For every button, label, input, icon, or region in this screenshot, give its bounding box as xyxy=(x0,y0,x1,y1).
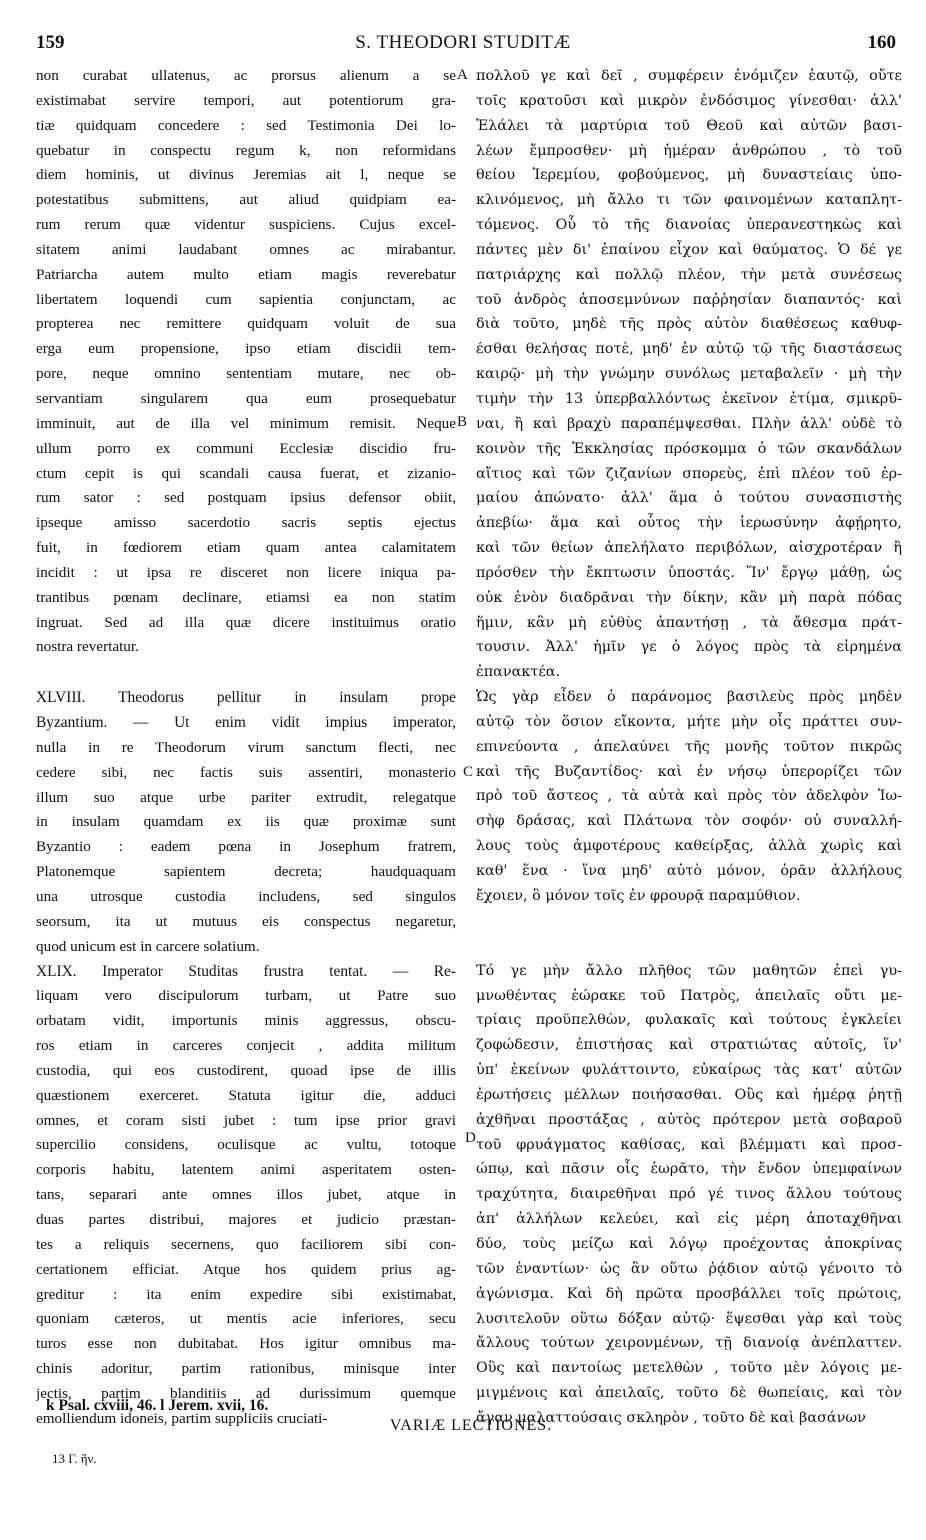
paragraph-gap xyxy=(476,909,902,959)
greek-text-line: ἄλλους τούτων χειρονμένων, τῇ διανοίᾳ ἀνέπλαττεν. xyxy=(476,1335,902,1352)
latin-text-line: fuit, in fœdiorem etiam quam antea calamitatem xyxy=(36,539,456,557)
latin-text-line: nulla in re Theodorum virum sanctum flecti, nec xyxy=(36,738,456,756)
greek-text-line: ζοφώδεσιν, ἐπιστήσας καὶ στρατιώτας αὐτοῖς, ἵν' xyxy=(476,1037,902,1054)
greek-text-line: καιρῷ· μὴ τὴν γνώμην συνόλως μεταβαλεῖν · μὴ τὴν xyxy=(476,366,902,383)
latin-text-line: tes a reliquis secernens, quo faciliorem sibi con- xyxy=(36,1235,456,1253)
latin-text-line: nostra revertatur. xyxy=(36,638,139,656)
latin-text-line: incidit : ut ipsa re disceret non licere iniqua pa- xyxy=(36,563,456,581)
latin-text-line: potestatibus submittens, aut aliud quidpiam ea- xyxy=(36,191,456,209)
latin-text-line: Platonemque sapientem decreta; haudquaquam xyxy=(36,863,456,881)
greek-text-line: ὑπ' ἐκείνων φυλάττοιντο, εὐκαίρως τὰς κατ' αὐτῶν xyxy=(476,1062,902,1079)
latin-text-line: Patriarcha autem multo etiam magis reverebatur xyxy=(36,265,456,283)
latin-text-line: duas partes distribui, majores et judicio præstan- xyxy=(36,1210,456,1228)
latin-text-line: erga eum propensione, ipso etiam discidii tem- xyxy=(36,340,456,358)
latin-text-line: corporis habitu, latentem animi asperitatem osten- xyxy=(36,1161,456,1179)
greek-text-line: ἀπεβίω· ἅμα καὶ οὗτος τὴν ἱερωσύνην ἀφῄρητο, xyxy=(476,515,902,532)
running-title: S. THEODORI STUDITÆ xyxy=(355,32,571,53)
latin-text-line: quod unicum est in carcere solatium. xyxy=(36,937,260,955)
latin-text-line: una utrosque custodia includens, sed singulos xyxy=(36,888,456,905)
greek-text-line: ἀγώνισμα. Καὶ δὴ πρῶτα προσβάλλει τοῖς πρώτοις, xyxy=(476,1285,902,1302)
greek-text-line: ναι, ἢ καὶ βραχὺ παραπέμψεσθαι. Πλὴν ἀλλ' οὐδὲ τὸ xyxy=(476,415,902,432)
latin-text-line: supercilio considens, oculisque ac vultu, totoque xyxy=(36,1136,456,1154)
latin-text-line: custodia, qui eos custodirent, quoad ipse de illis xyxy=(36,1061,456,1079)
greek-text-line: δύο, τοὺς μείζω καὶ λόγῳ προέχοντας ἀποκρίνας xyxy=(476,1235,902,1252)
page-number-right: 160 xyxy=(867,32,896,53)
latin-text-line: seorsum, ita ut mutuus eis conspectus negaretur, xyxy=(36,912,456,930)
greek-text-line: πρόσθεν τὴν ἔκπτωσιν ὑποστάς. Ἵν' ἔργῳ μάθῃ, ὡς xyxy=(476,564,902,581)
latin-text-line: certationem efficiat. Atque hos quidem prius ag- xyxy=(36,1260,456,1278)
greek-text-line: ἥμιν, κἂν μὴ εὐθὺς ἀπαντήσῃ , τὰ ἄθεσμα πράτ- xyxy=(476,614,902,631)
latin-text-line: Byzantium. — Ut enim vidit impius imperator, xyxy=(36,714,456,732)
latin-text-line: rum rerum quæ videntur suspiciens. Cujus excel- xyxy=(36,216,456,234)
greek-text-line: καθ' ἕνα · ἵνα μηδ' αὐτὸ μόνον, ὁρᾶν ἀλλήλους xyxy=(476,863,902,879)
greek-text-line: μνωθέντας ἑώρακε τοῦ Πατρὸς, ἀπειλαῖς οὔτι με- xyxy=(476,987,902,1004)
latin-text-line: tans, separari ante omnes illos jubet, atque in xyxy=(36,1186,456,1204)
greek-text-line: τρίαις προϋπελθὼν, φυλακαῖς καὶ τούτους ἐγκλείει xyxy=(476,1012,902,1029)
margin-marker-d: D xyxy=(465,1130,476,1146)
latin-text-line: orbatam vidit, importunis minis aggressus, obscu- xyxy=(36,1012,456,1030)
margin-marker-a: A xyxy=(457,67,468,83)
latin-column xyxy=(36,64,456,1432)
greek-text-line: πατριάρχης καὶ πολλῷ πλέον, τὴν μετὰ συνέσεως xyxy=(476,266,902,283)
greek-text-line: λους τοὺς ἀμφοτέρους καθείρξας, ἀλλὰ χωρὶς καὶ xyxy=(476,838,902,855)
greek-text-line: κοινὸν τῆς Ἐκκλησίας πρόσκομμα ὁ τῶν σκανδάλων xyxy=(476,440,902,457)
greek-text-line: καὶ τῶν θείων ἀπελήλατο περιβόλων, αἰσχροτέραν ἢ xyxy=(476,540,902,557)
latin-text-line: XLVIII. Theodorus pellitur in insulam prope xyxy=(36,689,456,707)
greek-text-line: ἀχθῆναι προστάξας , αὐτὸς πρότερον μετὰ σοβαροῦ xyxy=(476,1111,902,1128)
latin-text-line: trantibus pœnam declinare, etiamsi ea non statim xyxy=(36,588,456,606)
latin-text-line: ipseque amisso sacerdotio sacris septis ejectus xyxy=(36,514,456,532)
greek-text-line: αἴτιος καὶ τῶν ζιζανίων σπορεὺς, ἐπὶ πλέον τοῦ ἐρ- xyxy=(476,465,902,482)
greek-text-line: πρὸ τοῦ ἄστεος , τὰ αὐτὰ καὶ πρὸς τὸν ἀδελφὸν Ἰω- xyxy=(476,788,902,805)
greek-text-line: τῶν ἐναντίων· ὡς ἂν οὕτω ῥᾴδιον αὐτῷ γένοιτο τὸ xyxy=(476,1260,902,1277)
latin-text-line: ctum cepit is qui scandali causa fuerat, et zizanio- xyxy=(36,464,456,482)
latin-text-line: chinis adoritur, partim rationibus, minisque inter xyxy=(36,1360,456,1378)
greek-text-line: ἔχοιεν, ὃ μόνον τοῖς ἐν φρουρᾷ παραμύθιον. xyxy=(476,887,801,904)
greek-text-line: πολλοῦ γε καὶ δεῖ , συμφέρειν ἐνόμιζεν ἑαυτῷ, οὔτε xyxy=(476,68,902,84)
latin-text-line: illum suo atque urbe pariter extrudit, relegatque xyxy=(36,788,456,806)
greek-text-line: τραχύτητα, διαιρεθῆναι πρό γέ τινος ἄλλου τούτους xyxy=(476,1186,902,1203)
greek-text-line: επινεύοντα , ἀπελαύνει τῆς μονῆς τοῦτον πικρῶς xyxy=(476,738,902,755)
latin-text-line: XLIX. Imperator Studitas frustra tentat. — Re- xyxy=(36,962,456,980)
greek-text-line: οὐκ ἐνὸν διαδρᾶναι τὴν δίκην, κἂν μὴ παρὰ πόδας xyxy=(476,589,902,606)
greek-text-line: μαίου ἀπώνατο· ἀλλ' ἅμα ὁ τούτου συνασπιστὴς xyxy=(476,490,902,507)
greek-text-line: τουσιν. Ἀλλ' ἡμῖν γε ὁ λόγος πρὸς τὰ εἰρημένα xyxy=(476,639,902,656)
greek-text-line: τοῖς κρατοῦσι καὶ μικρὸν ἐνδόσιμος γίνεσθαι· ἀλλ' xyxy=(476,92,902,109)
latin-text-line: Byzantio : eadem pœna in Josephum fratrem, xyxy=(36,838,456,856)
greek-text-line: τοῦ φρυάγματος καθίσας, καὶ βλέμματι καὶ προσ- xyxy=(476,1136,902,1153)
greek-text-line: καὶ τῆς Βυζαντίδος· καὶ ἐν νήσῳ ὑπερορίζει τῶν xyxy=(476,763,902,780)
paragraph-gap xyxy=(36,660,456,686)
margin-marker-c: C xyxy=(463,764,474,780)
latin-text-line: cedere sibi, nec factis suis assentiri, monasterio xyxy=(36,763,456,781)
latin-text-line: ros etiam in carceres conjecit , addita militum xyxy=(36,1037,456,1055)
footnote-references: k Psal. cxviii, 46. l Jerem. xvii, 16. xyxy=(46,1397,269,1414)
latin-text-line: propterea nec remittere quidquam voluit de sua xyxy=(36,315,456,333)
greek-text-line: πάντες μὲν δι' ἐπαίνου εἶχον καὶ θαύματος. Ὁ δέ γε xyxy=(476,241,902,258)
greek-text-line: Ὡς γὰρ εἶδεν ὁ παράνομος βασιλεὺς πρὸς μηδὲν xyxy=(476,689,902,706)
latin-text-line: pore, neque omnino sententiam mutare, nec ob- xyxy=(36,365,456,383)
greek-text-line: κλινόμενος, μὴ ἄλλο τι τῶν φαινομένων καταπλητ- xyxy=(476,192,902,209)
latin-text-line: quoniam cæteros, ut mentis acie inferiores, secu xyxy=(36,1310,456,1328)
greek-text-line: σὴφ δράσας, καὶ Πλάτωνα τὸν σοφόν· οὐ συναλλή- xyxy=(476,813,902,830)
latin-text-line: ingruat. Sed ad illa quæ dicere instituimus oratio xyxy=(36,613,456,631)
greek-text-line: διὰ τοῦτο, μηδὲ τῆς πρὸς αὐτὸν διαθέσεως καθυφ- xyxy=(476,316,902,333)
latin-text-line: sitatem animi laudabant omnes ac mirabantur. xyxy=(36,240,456,258)
greek-text-line: Οὓς καὶ παντοίως μετελθὼν , τοῦτο μὲν λόγοις με- xyxy=(476,1360,902,1377)
latin-text-line: quæstionem exerceret. Statuta igitur die, adduci xyxy=(36,1086,456,1104)
latin-text-line: omnes, et coram sisti jubet : tum ipse prior gravi xyxy=(36,1111,456,1129)
greek-text-line: τόμενος. Οὗ τὸ τῆς διανοίας ὑπερανεστηκὼς καὶ xyxy=(476,217,902,234)
greek-text-line: αὐτῷ τὸν ὅσιον εἴκοντα, μήτε μὴν οἷς πράττει συν- xyxy=(476,713,902,730)
greek-text-line: θείου Ἱερεμίου, φοβούμενος, μὴ δυναστείαις ὑπο- xyxy=(476,167,902,184)
latin-text-line: diem hominis, ut divinus Jeremias ait l, neque se xyxy=(36,166,456,184)
variant-reading: 13 Γ. ἣν. xyxy=(52,1451,97,1466)
latin-text-line: emolliendum idoneis, partim suppliciis cruciati- xyxy=(36,1409,328,1427)
latin-text-line: non curabat ullatenus, ac prorsus alienum a se xyxy=(36,67,456,84)
greek-text-line: λυσιτελοῦν οὕτω δόξαν αὐτῷ· ἕψεσθαι γὰρ καὶ τοὺς xyxy=(476,1310,902,1327)
latin-text-line: turos esse non dubitabat. Hos igitur omnibus ma- xyxy=(36,1335,456,1353)
greek-text-line: τιμὴν τὴν 13 ὑπερβαλλόντως ἐκεῖνον ἐτίμα, σμικρῦ- xyxy=(476,390,902,407)
greek-text-line: ἐπανακτέα. xyxy=(476,664,561,681)
latin-text-line: libertatem loquendi cum sapientia conjunctam, ac xyxy=(36,290,456,308)
greek-text-line: ἀπ' ἀλλήλων κελεύει, καὶ εἰς μέρη ἀποταχθῆναι xyxy=(476,1211,902,1228)
latin-text-line: servantiam singularem qua eum prosequebatur xyxy=(36,389,456,407)
greek-text-line: ἄγαν μαλαττούσαις σκληρὸν , τοῦτο δὲ καὶ βασάνων xyxy=(476,1409,866,1426)
latin-text-line: greditur : ita enim expedire sibi existimabat, xyxy=(36,1285,456,1303)
greek-column xyxy=(476,64,902,1431)
greek-text-line: λέων ἔμπροσθεν· μὴ ἡμέραν ἀνθρώπου , τὸ τοῦ xyxy=(476,142,902,159)
greek-text-line: Ἐλάλει τὰ μαρτύρια τοῦ Θεοῦ καὶ αὐτῶν βασι- xyxy=(476,117,902,134)
latin-text-line: quebatur in conspectu regum k, non reformidans xyxy=(36,141,456,159)
greek-text-line: ώπῳ, καὶ πᾶσιν οἷς ἑωρᾶτο, τὴν ἔνδον ὑπεμφαίνων xyxy=(476,1161,902,1178)
greek-text-line: τοῦ ἀνδρὸς ἀποσεμνύνων παῤῥησίαν διαπαντός· καὶ xyxy=(476,291,902,308)
variae-lectiones-heading: VARIÆ LECTIONES. xyxy=(389,1417,553,1434)
greek-text-line: έσθαι θελήσας ποτὲ, μηδ' ἐν αὐτῷ τῷ τῆς διαστάσεως xyxy=(476,341,902,358)
margin-marker-b: B xyxy=(457,414,468,430)
greek-text-line: Τό γε μὴν ἄλλο πλῆθος τῶν μαθητῶν ἐπεὶ γυ- xyxy=(476,962,902,979)
latin-text-line: existimabat servire tempori, aut potentiorum gra- xyxy=(36,91,456,109)
latin-text-line: jectis, partim blanditiis ad durissimum quemque xyxy=(36,1384,456,1402)
latin-text-line: ullum porro ex communi Ecclesiæ discidio fru- xyxy=(36,439,456,457)
latin-text-line: liquam vero discipulorum turbam, ut Patre suo xyxy=(36,987,456,1005)
latin-text-line: tiæ quidquam concedere : sed Testimonia Dei lo- xyxy=(36,116,456,134)
page-header xyxy=(30,22,896,62)
latin-text-line: in insulam quamdam ex iis quæ proximæ sunt xyxy=(36,813,456,831)
latin-text-line: rum sator : sed postquam ipsius defensor obiit, xyxy=(36,489,456,507)
page-number-left: 159 xyxy=(36,32,65,53)
greek-text-line: μιγμένοις καὶ ἀπειλαῖς, τοῦτο δὲ θωπείαις, καὶ τὸν xyxy=(476,1385,902,1402)
greek-text-line: ἐρωτήσεις μέλλων ποιήσασθαι. Οὓς καὶ ἡμέρᾳ ῥητῇ xyxy=(476,1086,902,1103)
latin-text-line: imminuit, aut de illa vel minimum remisit. Neque xyxy=(36,414,456,432)
